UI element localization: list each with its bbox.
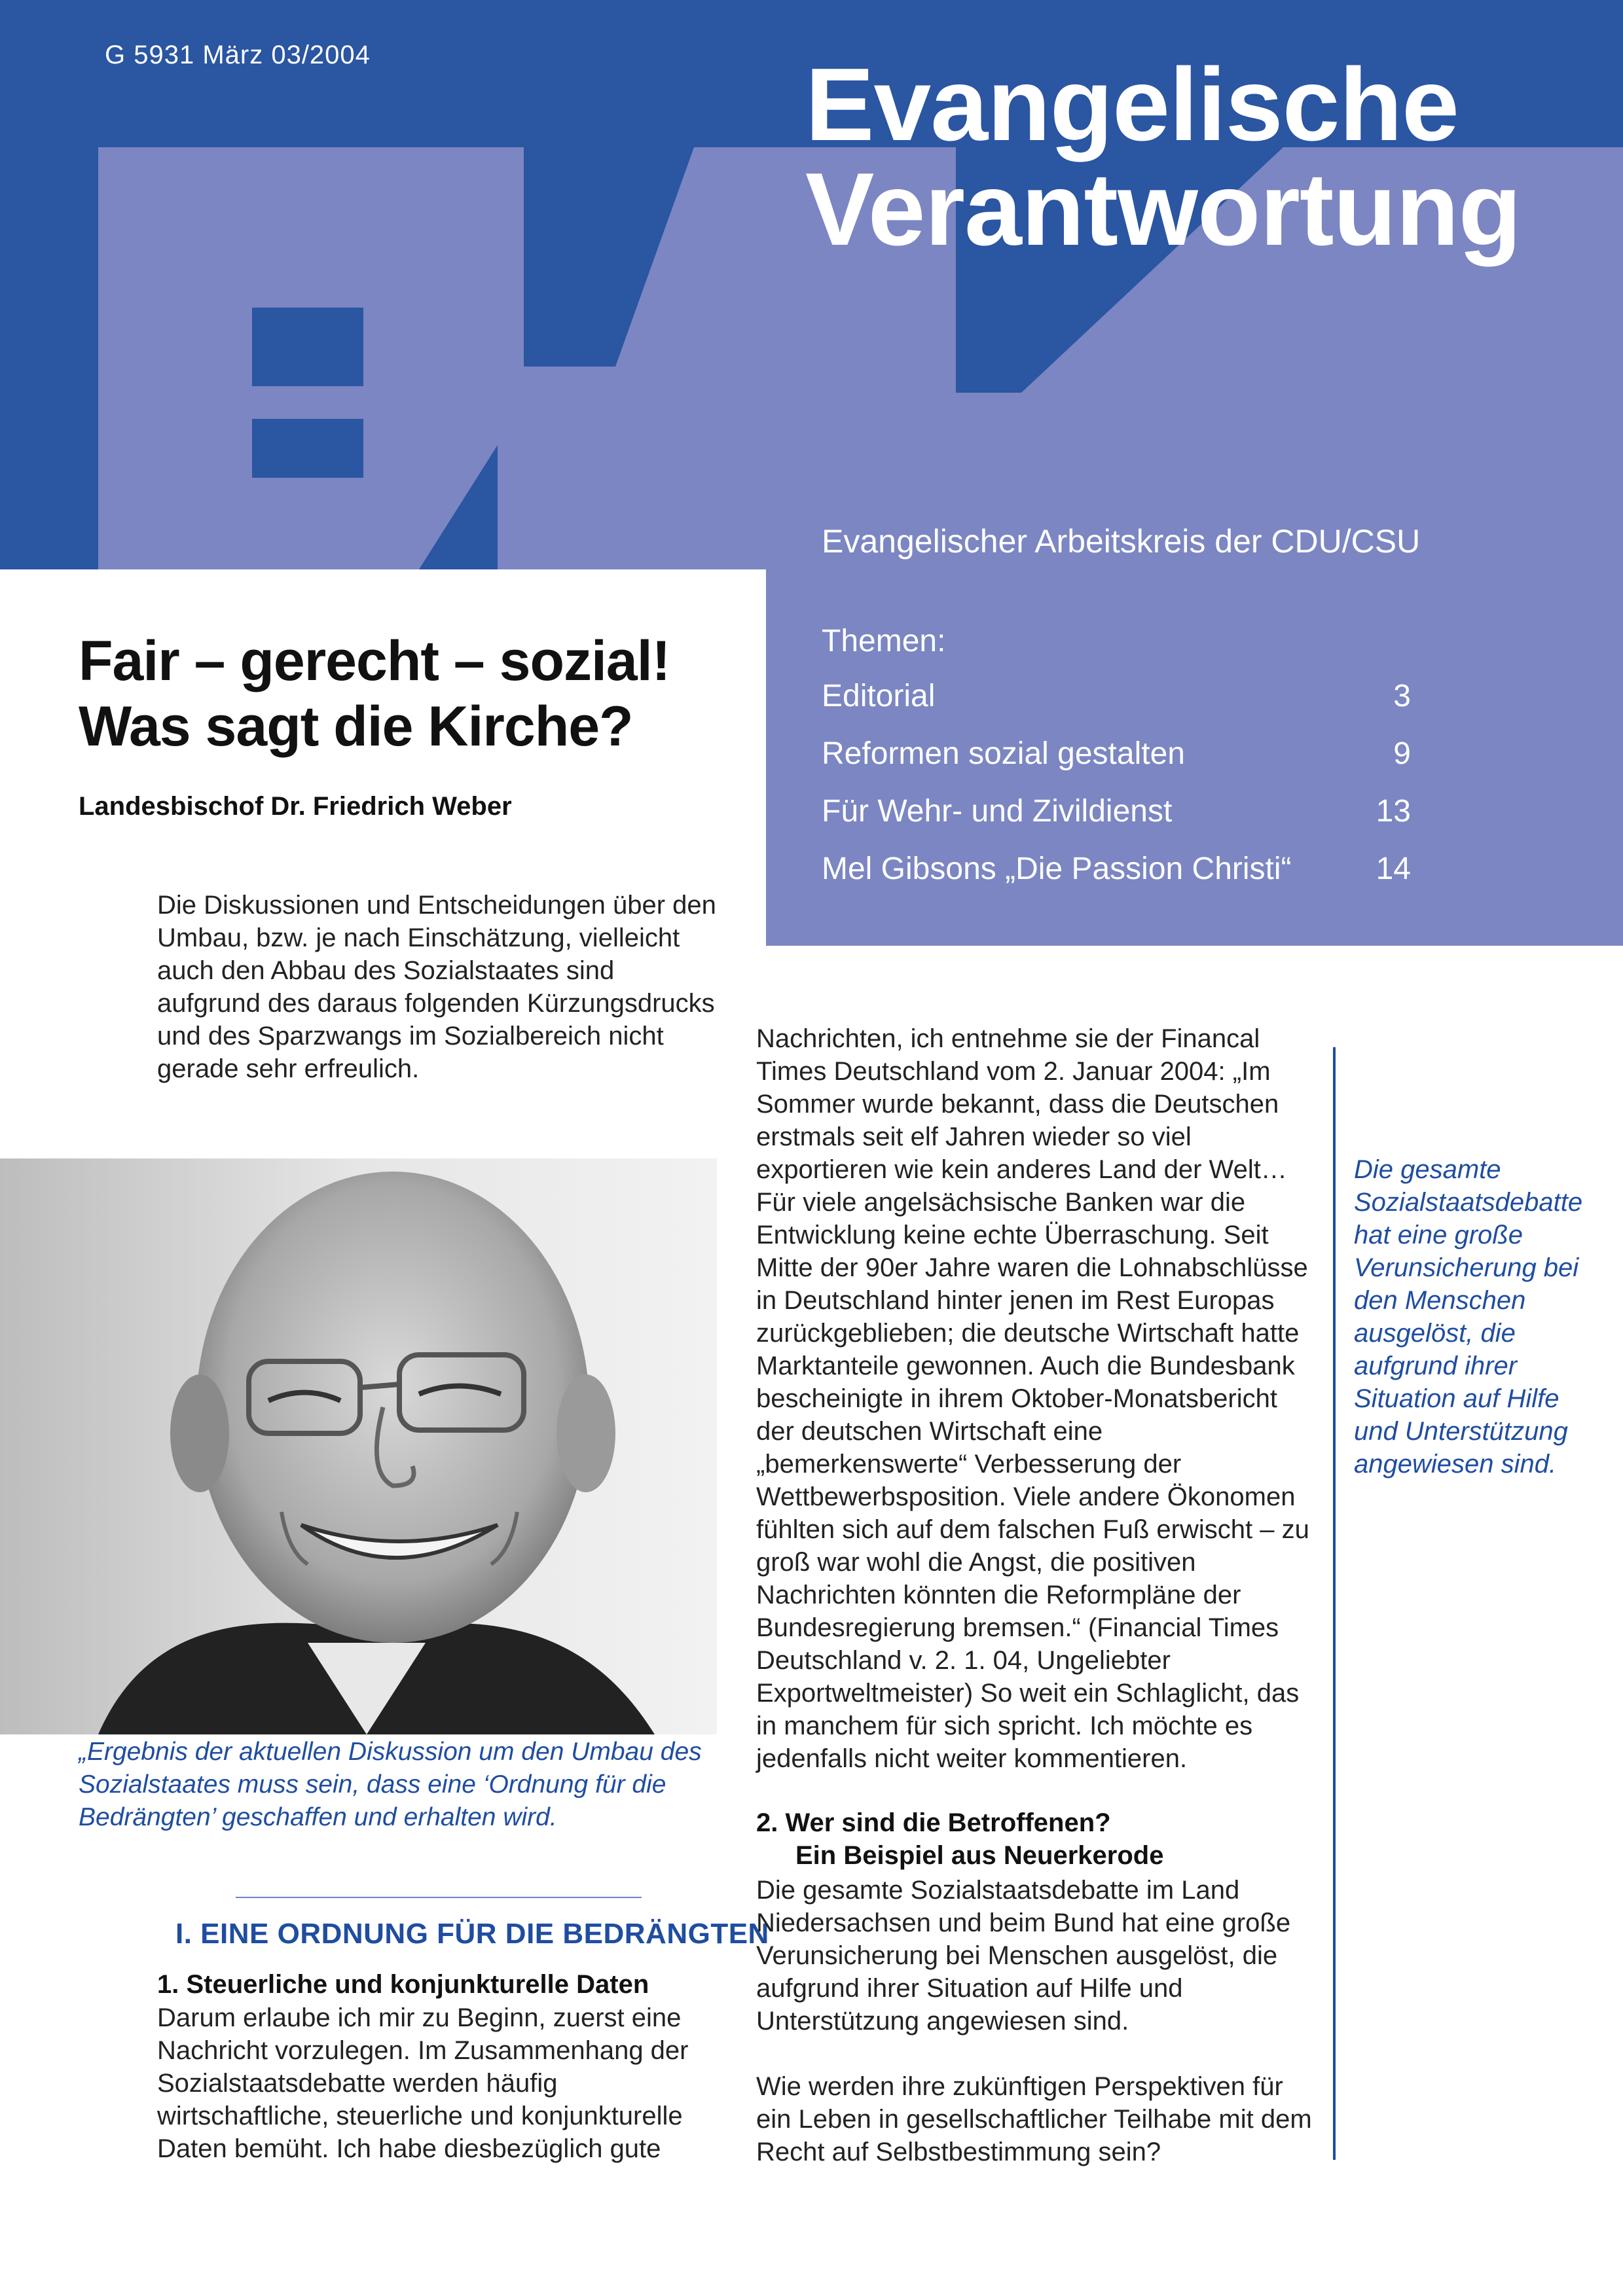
body-paragraph-4: Wie werden ihre zukünftigen Perspektiven für ein Leben in gesellschaftlicher Teilhabe mit dem Recht auf Selbstbestimmung sein? bbox=[756, 2072, 1312, 2166]
toc-item-page: 9 bbox=[1393, 736, 1411, 771]
author-portrait bbox=[0, 1158, 717, 1734]
magazine-title bbox=[805, 47, 1522, 267]
subheading-1: 1. Steuerliche und konjunkturelle Daten bbox=[157, 1970, 649, 1999]
headline-line-2: Was sagt die Kirche? bbox=[79, 695, 633, 758]
toc-item-page: 13 bbox=[1376, 794, 1411, 829]
article-lead: Die Diskussionen und Entscheidungen über den Umbau, bzw. je nach Einschätzung, vielleicht auch den Abbau des Sozialstaates sind aufgrund des daraus folgenden Kürzungsdrucks und des Sparzwangs im Sozialbereich nicht gerade sehr erfreulich. bbox=[157, 891, 716, 1083]
toc-item-title: Mel Gibsons „Die Passion Christi“ bbox=[822, 852, 1292, 886]
organization-name: Evangelischer Arbeitskreis der CDU/CSU bbox=[822, 523, 1421, 560]
issue-line: G 5931 März 03/2004 bbox=[105, 41, 371, 69]
toc-label: Themen: bbox=[822, 624, 946, 658]
headline-line-1: Fair – gerecht – sozial! bbox=[79, 630, 670, 692]
section-divider bbox=[236, 1897, 642, 1898]
subheading-2-continued: Ein Beispiel aus Neuerkerode bbox=[795, 1841, 1164, 1870]
photo-caption: „Ergebnis der aktuellen Diskussion um den Umbau des Sozialstaates muss sein, dass eine ‘Ordnung für die Bedrängten’ geschaffen und erhalten wird. bbox=[79, 1738, 702, 1831]
article-author: Landesbischof Dr. Friedrich Weber bbox=[79, 792, 512, 821]
toc-item-page: 3 bbox=[1393, 679, 1411, 713]
magazine-title-line-2: Verantwortung bbox=[805, 152, 1522, 267]
body-paragraph-1: Darum erlaube ich mir zu Beginn, zuerst eine Nachricht vorzulegen. Im Zusammenhang der Sozialstaatsdebatte werden häufig wirtschaftliche, steuerliche und konjunkturelle Daten bemüht. Ich habe diesbezüglich gute bbox=[157, 2003, 689, 2163]
toc-item-title: Editorial bbox=[822, 679, 936, 713]
magazine-title-line-1: Evangelische bbox=[805, 47, 1459, 162]
toc-item-title: Reformen sozial gestalten bbox=[822, 736, 1185, 771]
toc-item[interactable] bbox=[822, 678, 1411, 714]
toc-item-title: Für Wehr- und Zivildienst bbox=[822, 794, 1173, 829]
body-paragraph-3: Die gesamte Sozialstaatsdebatte im Land Niedersachsen und beim Bund hat eine große Verunsicherung bei Menschen ausgelöst, die aufgrund ihrer Situation auf Hilfe und Unterstützung angewiesen sind. bbox=[756, 1876, 1291, 2036]
body-paragraph-2: Nachrichten, ich entnehme sie der Financal Times Deutschland vom 2. Januar 2004: „Im Sommer wurde bekannt, dass die Deutschen erstmals seit elf Jahren wieder so viel exportieren wie kein anderes Land der Welt… Für viele angelsächsische Banken war die Entwicklung keine echte Überraschung. Seit Mitte der 90er Jahre waren die Lohnabschlüsse in Deutschland hinter jenen im Rest Europas zurückgeblieben; die deutsche Wirtschaft hatte Marktanteile gewonnen. Auch die Bundesbank bescheinigte in ihrem Oktober-Monatsbericht der deutschen Wirtschaft eine „bemerkenswerte“ Verbesserung der Wettbewerbsposition. Viele andere Ökonomen fühlten sich auf dem falschen Fuß erwischt – zu groß war wohl die Angst, die positiven Nachrichten könnten die Reformpläne der Bundesregierung bremsen.“ (Financial Times Deutschland v. 2. 1. 04, Ungeliebter Exportweltmeister) So weit ein Schlaglicht, das in manchem für sich spricht. Ich möchte es jedenfalls nicht weiter kommentieren. bbox=[756, 1024, 1309, 1773]
toc-item[interactable] bbox=[822, 851, 1411, 887]
subheading-2: 2. Wer sind die Betroffenen? bbox=[756, 1808, 1111, 1837]
toc-item-page: 14 bbox=[1376, 852, 1411, 886]
toc-item[interactable] bbox=[822, 736, 1411, 772]
pullquote-bar bbox=[1333, 1047, 1336, 2160]
pullquote: Die gesamte Sozialstaatsdebatte hat eine große Verunsicherung bei den Menschen ausgelöst, die aufgrund ihrer Situation auf Hilfe und Unterstützung angewiesen sind. bbox=[1354, 1155, 1583, 1479]
article-headline bbox=[79, 628, 670, 759]
section-heading: I. EINE ORDNUNG FÜR DIE BEDRÄNGTEN bbox=[175, 1918, 769, 1950]
toc-item[interactable] bbox=[822, 793, 1411, 829]
